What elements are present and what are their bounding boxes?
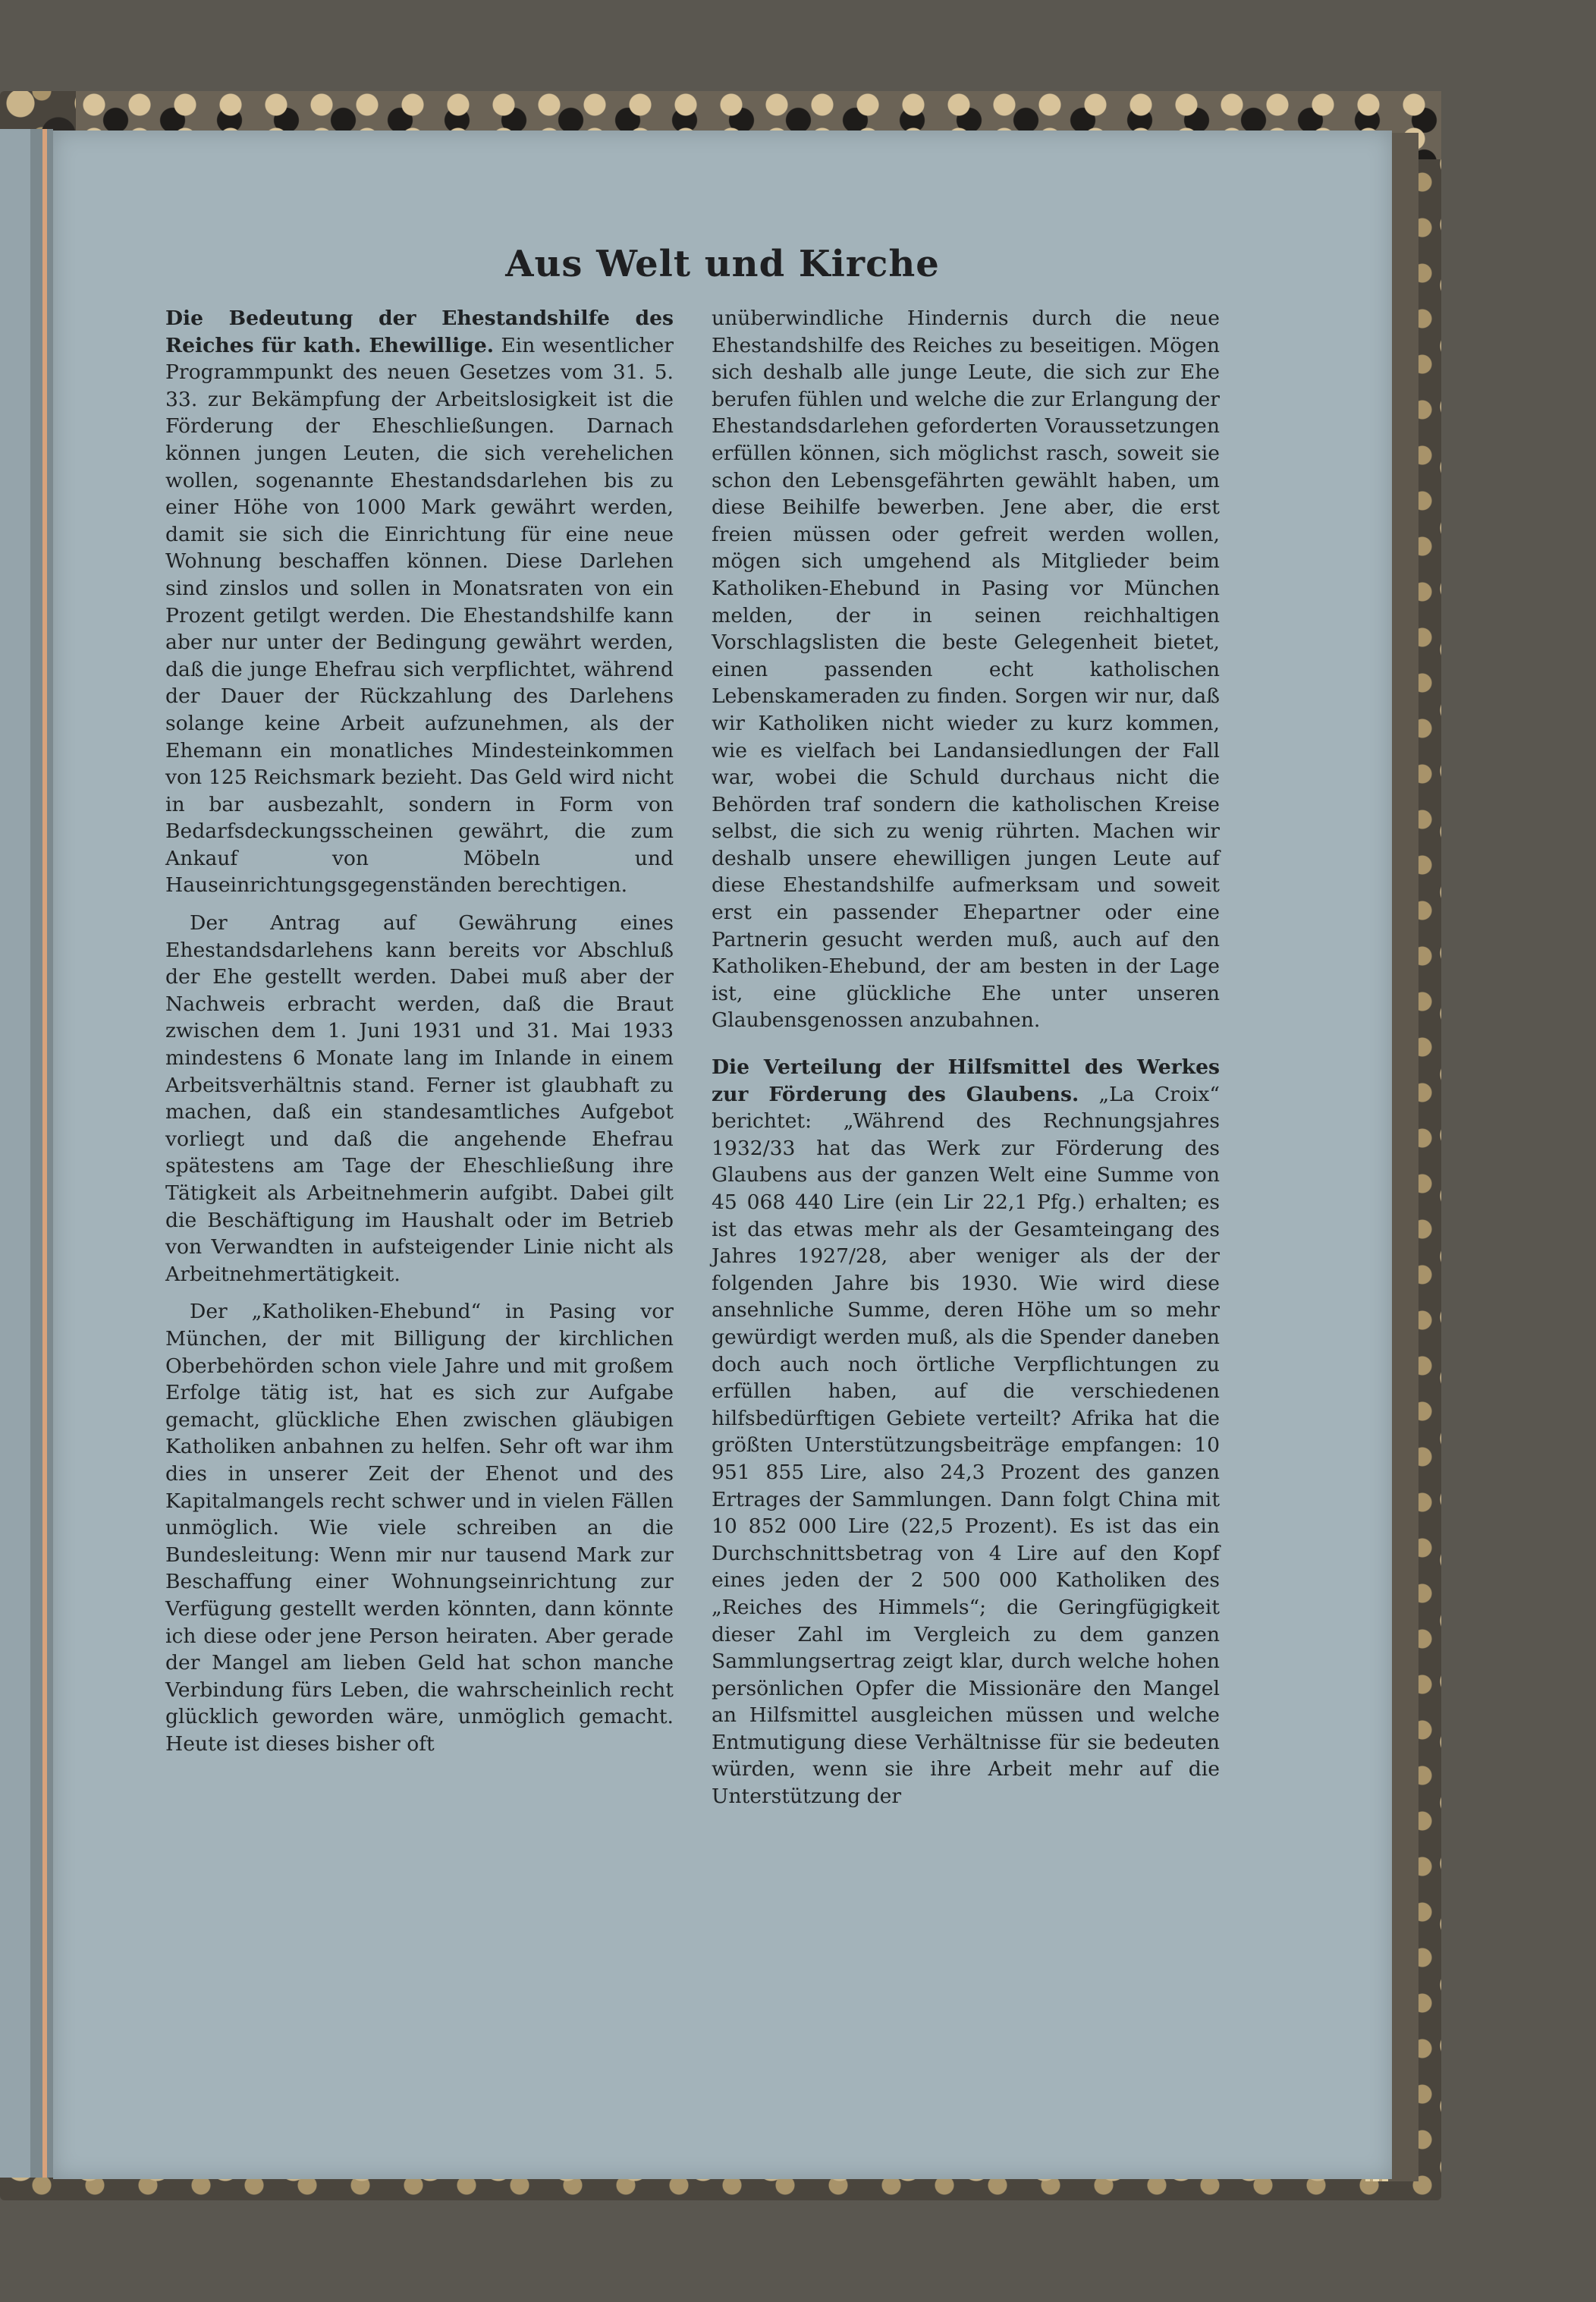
article-paragraph xyxy=(712,1054,1220,1810)
left-column xyxy=(165,305,674,1768)
article-paragraph: Der Antrag auf Gewährung eines Ehestandsdarlehens kann bereits vor Abschluß der Ehe gestellt werden. Dabei muß aber der Nachweis erbracht werden, daß die Braut zwischen dem 1. Juni 1931 und 31. Mai 1933 mindestens 6 Monate lang im Inlande in einem Arbeitsverhältnis stand. Ferner ist glaubhaft zu machen, daß ein standesamtliches Aufgebot vorliegt und daß die angehende Ehefrau spätestens am Tage der Eheschließung ihre Tätigkeit als Arbeitnehmerin aufgibt. Dabei gilt die Beschäftigung im Haushalt oder im Betrieb von Verwandten in aufsteigender Linie nicht als Arbeitnehmertätigkeit. xyxy=(165,911,674,1286)
article-paragraph: unüberwindliche Hindernis durch die neue Ehestandshilfe des Reiches zu beseitigen. Mögen sich deshalb alle junge Leute, die sich zur Ehe berufen fühlen und welche die zur Erlangung der Ehestandsdarlehen geforderten Voraussetzungen erfüllen können, sich möglichst rasch, soweit sie schon den Lebensgefährten gewählt haben, um diese Beihilfe bewerben. Jene aber, die erst freien müssen oder gefreit werden wollen, mögen sich umgehend als Mitglieder beim Katholiken-Ehebund in Pasing vor München melden, der in seinen reichhaltigen Vorschlagslisten die beste Gelegenheit bietet, einen passenden echt katholischen Lebenskameraden zu finden. Sorgen wir nur, daß wir Katholiken nicht wieder zu kurz kommen, wie es vielfach bei Landansiedlungen der Fall war, wobei die Schuld durchaus nicht die Behörden traf sondern die katholischen Kreise selbst, die sich zu wenig rührten. Machen wir deshalb unsere ehewilligen jungen Leute auf diese Ehestandshilfe aufmerksam und soweit erst ein passender Ehepartner oder eine Partnerin gesucht werden muß, auch auf den Katholiken-Ehebund, der am besten in der Lage ist, eine glückliche Ehe unter unseren Glaubensgenossen anzubahnen. xyxy=(712,307,1220,1033)
article-paragraph: Der „Katholiken-Ehebund“ in Pasing vor München, der mit Billigung der kirchlichen Oberbehörden schon viele Jahre und mit großem Erfolge tätig ist, hat es sich zur Aufgabe gemacht, glückliche Ehen zwischen gläubigen Katholiken anbahnen zu helfen. Sehr oft war ihm dies in unserer Zeit der Ehenot und des Kapitalmangels recht schwer und in vielen Fällen unmöglich. Wie viele schreiben an die Bundesleitung: Wenn mir nur tausend Mark zur Beschaffung einer Wohnungseinrichtung zur Verfügung gestellt werden könnten, dann könnte ich diese oder jene Person heiraten. Aber gerade der Mangel am lieben Geld hat schon manche Verbindung fürs Leben, die wahrscheinlich recht glücklich geworden wäre, unmöglich gemacht. Heute ist dieses bisher oft xyxy=(165,1300,674,1756)
page-title: Aus Welt und Kirche xyxy=(505,243,940,285)
facing-page-edge xyxy=(0,129,53,2178)
right-column xyxy=(712,305,1220,1821)
article-heading: Die Bedeutung der Ehestandshilfe des Reiches für kath. Ehewillige. xyxy=(165,307,674,357)
article-paragraph xyxy=(165,305,674,899)
article-text: „La Croix“ berichtet: „Während des Rechnungsjahres 1932/33 hat das Werk zur Förderung des Glaubens aus der ganzen Welt eine Summe von 45 068 440 Lire (ein Lir 22,1 Pfg.) erhalten; es ist das etwas mehr als der Gesamteingang des Jahres 1927/28, aber weniger als der der folgenden Jahre bis 1930. Wie wird diese ansehnliche Summe, deren Höhe um so mehr gewürdigt werden muß, als die Spender daneben doch auch noch örtliche Verpflichtungen zu erfüllen haben, auf die verschiedenen hilfsbedürftigen Gebiete verteilt? Afrika hat die größten Unterstützungsbeiträge empfangen: 10 951 855 Lire, also 24,3 Prozent des ganzen Ertrages der Sammlungen. Dann folgt China mit 10 852 000 Lire (22,5 Prozent). Es ist das ein Durchschnittsbetrag von 4 Lire auf den Kopf eines jeden der 2 500 000 Katholiken des „Reiches des Himmels“; die Geringfügigkeit dieser Zahl im Vergleich zu dem ganzen Sammlungsertrag zeigt klar, durch welche hohen persönlichen Opfer die Missionäre den Mangel an Hilfsmittel ausgleichen müssen und welche Entmutigung diese Verhältnisse für sie bedeuten würden, wenn sie ihre Arbeit mehr auf die Unterstützung der xyxy=(712,1082,1220,1809)
article-text: Ein wesentlicher Programmpunkt des neuen Gesetzes vom 31. 5. 33. zur Bekämpfung der Arbeitslosigkeit ist die Förderung der Eheschließungen. Darnach können jungen Leuten, die sich verehelichen wollen, sogenannte Ehestandsdarlehen bis zu einer Höhe von 1000 Mark gewährt werden, damit sie sich die Einrichtung für eine neue Wohnung beschaffen können. Diese Darlehen sind zinslos und sollen in Monatsraten von ein Prozent getilgt werden. Die Ehestandshilfe kann aber nur unter der Bedingung gewährt werden, daß die junge Ehefrau sich verpflichtet, während der Dauer der Rückzahlung des Darlehens solange keine Arbeit aufzunehmen, als der Ehemann ein monatliches Mindesteinkommen von 125 Reichsmark bezieht. Das Geld wird nicht in bar ausbezahlt, sondern in Form von Bedarfsdeckungsscheinen gewährt, die zum Ankauf von Möbeln und Hauseinrichtungsgegenständen berechtigen. xyxy=(165,333,674,898)
book-page xyxy=(53,131,1392,2179)
article-heading: Die Verteilung der Hilfsmittel des Werkes zur Förderung des Glaubens. xyxy=(712,1055,1220,1106)
